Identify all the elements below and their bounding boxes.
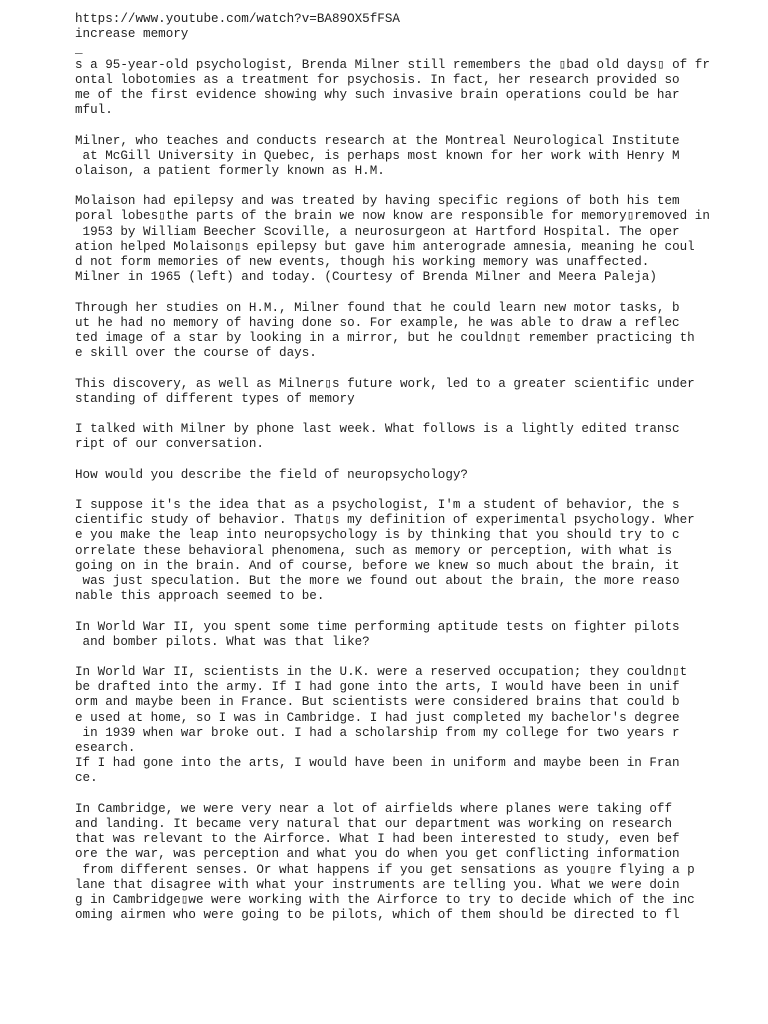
text-line: oming airmen who were going to be pilots, which of them should be directed to fl [75, 908, 680, 923]
paragraph [75, 377, 755, 407]
text-line: be drafted into the army. If I had gone into the arts, I would have been in unif [75, 680, 680, 695]
text-line: This discovery, as well as Milner▯s future work, led to a greater scientific under [75, 376, 695, 391]
paragraph-gap [75, 650, 755, 665]
text-line: ce. [75, 771, 98, 786]
paragraph [75, 194, 755, 285]
paragraph [75, 468, 755, 483]
text-line: ation helped Molaison▯s epilepsy but gave him anterograde amnesia, meaning he coul [75, 239, 695, 254]
paragraph-gap [75, 483, 755, 498]
paragraph-gap [75, 452, 755, 467]
text-line: I suppose it's the idea that as a psychologist, I'm a student of behavior, the s [75, 498, 680, 512]
text-line: in 1939 when war broke out. I had a scholarship from my college for two years r [75, 725, 680, 740]
paragraph-gap [75, 787, 755, 802]
text-line: Milner in 1965 (left) and today. (Courtesy of Brenda Milner and Meera Paleja) [75, 270, 657, 285]
paragraph-gap [75, 407, 755, 422]
paragraph [75, 620, 755, 650]
text-line: orrelate these behavioral phenomena, such as memory or perception, with what is [75, 543, 673, 558]
source-url: https://www.youtube.com/watch?v=BA89OX5fFSA [75, 12, 400, 26]
text-line: mful. [75, 103, 113, 118]
text-line: orm and maybe been in France. But scientists were considered brains that could b [75, 695, 680, 710]
text-line: nable this approach seemed to be. [75, 589, 325, 604]
paragraph-gap [75, 118, 755, 133]
paragraph-gap [75, 604, 755, 619]
text-line: e skill over the course of days. [75, 346, 317, 361]
paragraph [75, 58, 755, 119]
text-line: ut he had no memory of having done so. For example, he was able to draw a reflec [75, 315, 680, 330]
text-line: olaison, a patient formerly known as H.M. [75, 163, 385, 178]
text-line: e used at home, so I was in Cambridge. I had just completed my bachelor's degree [75, 710, 680, 725]
paragraph [75, 665, 755, 787]
text-line: was just speculation. But the more we found out about the brain, the more reaso [75, 573, 680, 588]
text-line: ore the war, was perception and what you do when you get conflicting information [75, 847, 680, 862]
text-line: going on in the brain. And of course, before we knew so much about the brain, it [75, 558, 680, 573]
text-line: Molaison had epilepsy and was treated by having specific regions of both his tem [75, 194, 680, 209]
paragraph [75, 422, 755, 452]
text-line: cientific study of behavior. That▯s my definition of experimental psychology. Wher [75, 513, 695, 528]
article-body [75, 58, 755, 924]
text-line: s a 95-year-old psychologist, Brenda Milner still remembers the ▯bad old days▯ of fr [75, 57, 710, 72]
text-line: Milner, who teaches and conducts research at the Montreal Neurological Institute [75, 133, 680, 148]
paragraph-gap [75, 285, 755, 300]
text-line: In World War II, you spent some time performing aptitude tests on fighter pilots [75, 619, 680, 634]
text-line: at McGill University in Quebec, is perhaps most known for her work with Henry M [75, 148, 680, 163]
text-line: and landing. It became very natural that our department was working on research [75, 816, 673, 831]
text-line: In Cambridge, we were very near a lot of airfields where planes were taking off [75, 801, 673, 816]
text-line: standing of different types of memory [75, 391, 355, 406]
text-line: Through her studies on H.M., Milner found that he could learn new motor tasks, b [75, 300, 680, 315]
text-line: esearch. [75, 741, 136, 755]
text-line: from different senses. Or what happens if you get sensations as you▯re flying a p [75, 862, 695, 877]
document-page [75, 12, 755, 923]
text-line: How would you describe the field of neuropsychology? [75, 467, 468, 482]
text-line: that was relevant to the Airforce. What I had been interested to study, even bef [75, 832, 680, 847]
text-line: lane that disagree with what your instruments are telling you. What we were doin [75, 877, 680, 892]
text-line: In World War II, scientists in the U.K. were a reserved occupation; they couldn▯t [75, 665, 688, 680]
paragraph [75, 802, 755, 924]
text-line: me of the first evidence showing why such invasive brain operations could be har [75, 87, 680, 102]
paragraph-gap [75, 179, 755, 194]
text-line: I talked with Milner by phone last week. What follows is a lightly edited transc [75, 422, 680, 437]
text-line: e you make the leap into neuropsychology is by thinking that you should try to c [75, 528, 680, 543]
text-line: ted image of a star by looking in a mirror, but he couldn▯t remember practicing th [75, 330, 695, 345]
text-line: d not form memories of new events, though his working memory was unaffected. [75, 255, 650, 269]
cursor-marker: _ [75, 42, 83, 57]
paragraph-gap [75, 361, 755, 376]
text-line: If I had gone into the arts, I would have been in uniform and maybe been in Fran [75, 756, 680, 771]
text-line: poral lobes▯the parts of the brain we now know are responsible for memory▯removed in [75, 209, 710, 224]
paragraph [75, 301, 755, 362]
paragraph [75, 134, 755, 180]
document-title: increase memory [75, 27, 189, 42]
text-line: and bomber pilots. What was that like? [75, 634, 370, 649]
text-line: g in Cambridge▯we were working with the Airforce to try to decide which of the inc [75, 892, 695, 907]
text-line: ontal lobotomies as a treatment for psychosis. In fact, her research provided so [75, 72, 680, 87]
paragraph [75, 498, 755, 604]
text-line: ript of our conversation. [75, 437, 264, 452]
text-line: 1953 by William Beecher Scoville, a neurosurgeon at Hartford Hospital. The oper [75, 224, 680, 239]
